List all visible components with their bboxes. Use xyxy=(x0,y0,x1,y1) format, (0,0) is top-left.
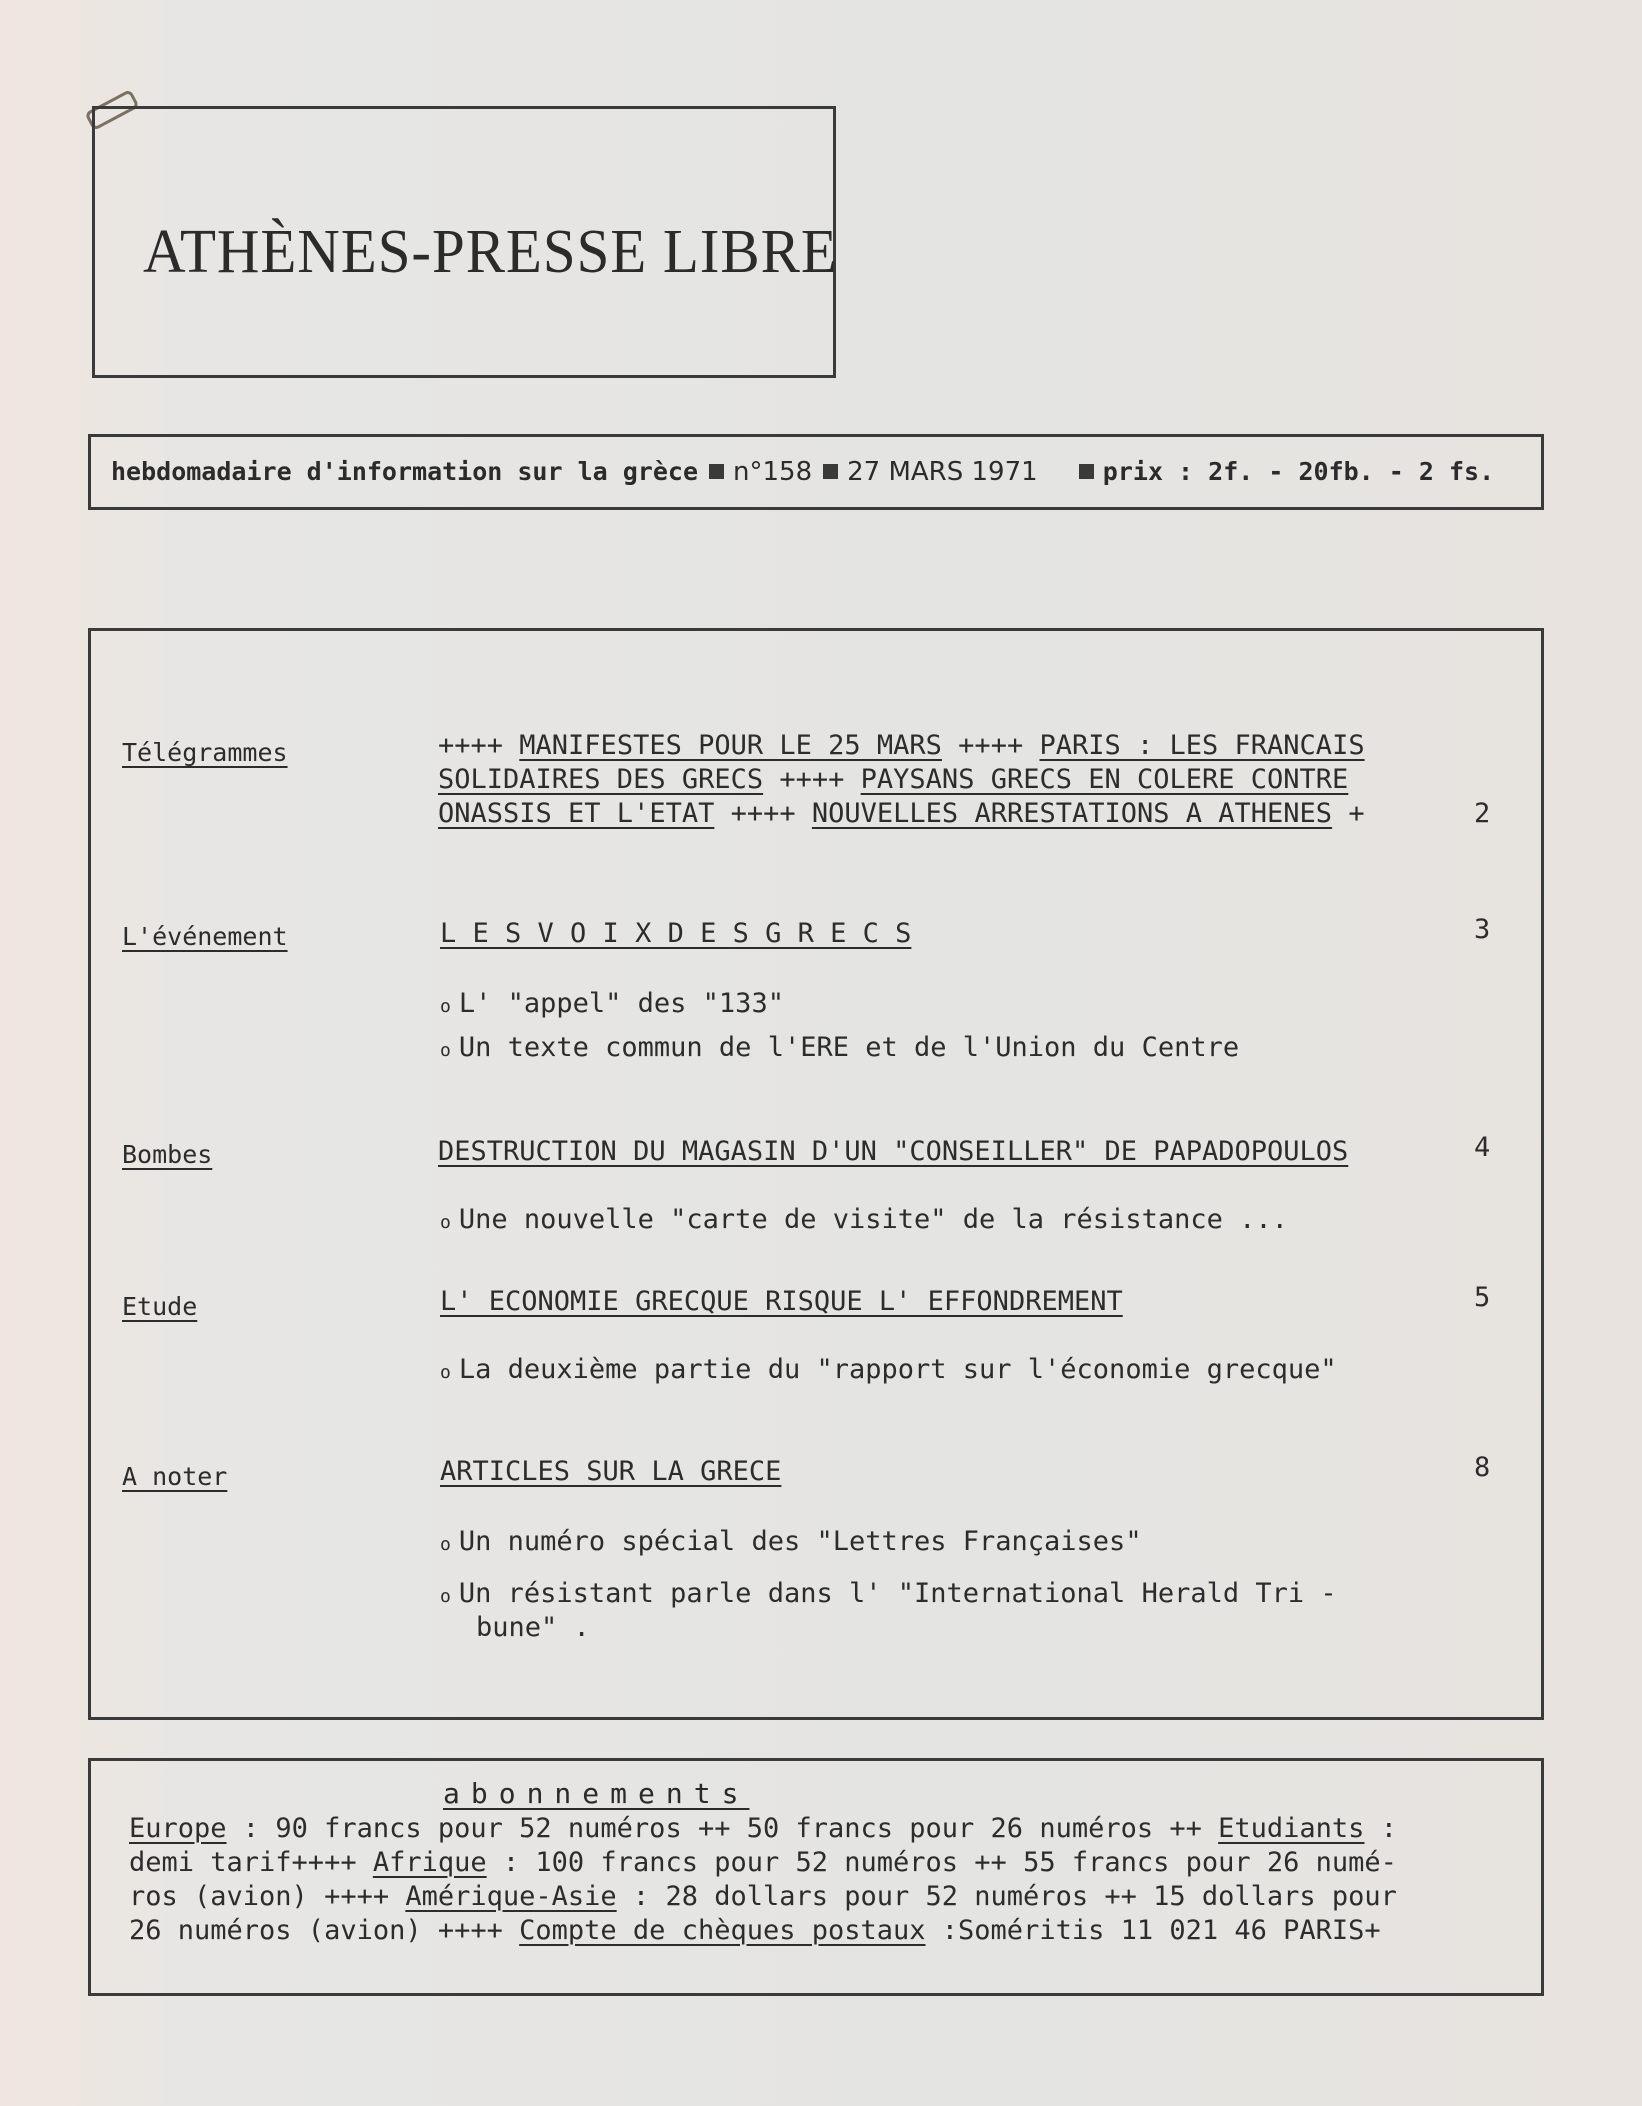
region-etudiants: Etudiants xyxy=(1218,1813,1365,1844)
page-number: 8 xyxy=(1474,1452,1491,1483)
telegram-item: SOLIDAIRES DES GRECS xyxy=(438,764,764,795)
bullet-item xyxy=(440,1032,1239,1063)
bullet-item xyxy=(440,1526,1142,1557)
subscription-line-4 xyxy=(129,1915,1381,1946)
separator: + xyxy=(1332,798,1365,829)
bullet-icon: o xyxy=(440,996,451,1017)
region-amerique-asie: Amérique-Asie xyxy=(405,1881,617,1912)
bullet-item xyxy=(440,988,784,1019)
section-a-noter: A noter xyxy=(122,1462,228,1491)
bullet-icon: o xyxy=(440,1212,451,1233)
subscription-text: 26 numéros (avion) ++++ xyxy=(129,1915,520,1946)
section-etude: Etude xyxy=(122,1292,198,1321)
bullet-text: La deuxième partie du "rapport sur l'économie grecque" xyxy=(458,1354,1337,1385)
headline-bombes: DESTRUCTION DU MAGASIN D'UN "CONSEILLER" DE PAPADOPOULOS xyxy=(438,1136,1349,1167)
section-evenement: L'événement xyxy=(122,922,288,951)
info-line xyxy=(111,457,1494,487)
subscription-text: : 90 francs pour 52 numéros ++ 50 francs pour 26 numéros ++ xyxy=(226,1813,1219,1844)
bullet-icon: o xyxy=(440,1362,451,1383)
subscription-text: demi tarif++++ xyxy=(129,1847,373,1878)
subscription-line-1 xyxy=(129,1813,1397,1844)
section-bombes: Bombes xyxy=(122,1140,213,1169)
subscription-text: : 100 francs pour 52 numéros ++ 55 francs pour 26 numé- xyxy=(486,1847,1397,1878)
page-number: 5 xyxy=(1474,1282,1491,1313)
telegram-item: NOUVELLES ARRESTATIONS A ATHENES xyxy=(811,798,1333,829)
bullet-continuation: bune" . xyxy=(476,1612,590,1643)
headline-a-noter: ARTICLES SUR LA GRECE xyxy=(440,1456,782,1487)
page-number: 2 xyxy=(1474,798,1491,829)
telegram-item: PAYSANS GRECS EN COLERE CONTRE xyxy=(860,764,1349,795)
section-telegrammes: Télégrammes xyxy=(122,738,288,767)
masthead-box xyxy=(92,106,836,378)
telegram-item: ONASSIS ET L'ETAT xyxy=(438,798,715,829)
bullet-item xyxy=(440,1578,1337,1609)
separator: ++++ xyxy=(763,764,861,795)
bullet-icon: o xyxy=(440,1586,451,1607)
masthead-title: ATHÈNES-PRESSE LIBRE xyxy=(143,218,838,286)
bullet-icon: o xyxy=(440,1534,451,1555)
bullet-text: Une nouvelle "carte de visite" de la résistance ... xyxy=(458,1204,1288,1235)
info-bar xyxy=(88,434,1544,510)
separator: ++++ xyxy=(714,798,812,829)
subscription-line-3 xyxy=(129,1881,1397,1912)
bullet-icon: o xyxy=(440,1040,451,1061)
square-bullet-icon xyxy=(1079,464,1094,479)
telegram-line-2 xyxy=(438,764,1348,795)
square-bullet-icon xyxy=(823,464,838,479)
subscription-text: : xyxy=(1364,1813,1397,1844)
square-bullet-icon xyxy=(709,464,724,479)
headline-evenement: L E S V O I X D E S G R E C S xyxy=(440,918,912,949)
subscriptions-title: abonnements xyxy=(443,1777,750,1810)
bullet-item xyxy=(440,1354,1337,1385)
postal-account-label: Compte de chèques postaux xyxy=(519,1915,926,1946)
issue-number: n°158 xyxy=(733,457,813,487)
bullet-text: Un résistant parle dans l' "International Herald Tri - xyxy=(458,1578,1337,1609)
page-number: 4 xyxy=(1474,1132,1491,1163)
subscription-text: :Soméritis 11 021 46 PARIS+ xyxy=(925,1915,1381,1946)
page-number: 3 xyxy=(1474,914,1491,945)
separator: ++++ xyxy=(941,730,1040,761)
bullet-text: L' "appel" des "133" xyxy=(458,988,784,1019)
bullet-text: Un texte commun de l'ERE et de l'Union du Centre xyxy=(458,1032,1240,1063)
telegram-line-1 xyxy=(438,730,1365,761)
subscription-text: : 28 dollars pour 52 numéros ++ 15 dollars pour xyxy=(616,1881,1397,1912)
price-label: prix : xyxy=(1102,457,1194,486)
separator: ++++ xyxy=(438,730,520,761)
region-afrique: Afrique xyxy=(372,1847,487,1878)
publication-description: hebdomadaire d'information sur la grèce xyxy=(111,457,698,486)
telegram-line-3 xyxy=(438,798,1365,829)
telegram-item: PARIS : LES FRANCAIS xyxy=(1039,730,1365,761)
price: 2f. - 20fb. - 2 fs. xyxy=(1208,457,1495,486)
bullet-text: Un numéro spécial des "Lettres Françaises" xyxy=(458,1526,1142,1557)
subscription-line-2 xyxy=(129,1847,1397,1878)
region-europe: Europe xyxy=(129,1813,227,1844)
headline-etude: L' ECONOMIE GRECQUE RISQUE L' EFFONDREMENT xyxy=(440,1286,1123,1317)
subscription-text: ros (avion) ++++ xyxy=(129,1881,406,1912)
bullet-item xyxy=(440,1204,1288,1235)
telegram-item: MANIFESTES POUR LE 25 MARS xyxy=(519,730,942,761)
subscriptions-box xyxy=(88,1758,1544,1996)
issue-date: 27 MARS 1971 xyxy=(847,457,1038,487)
